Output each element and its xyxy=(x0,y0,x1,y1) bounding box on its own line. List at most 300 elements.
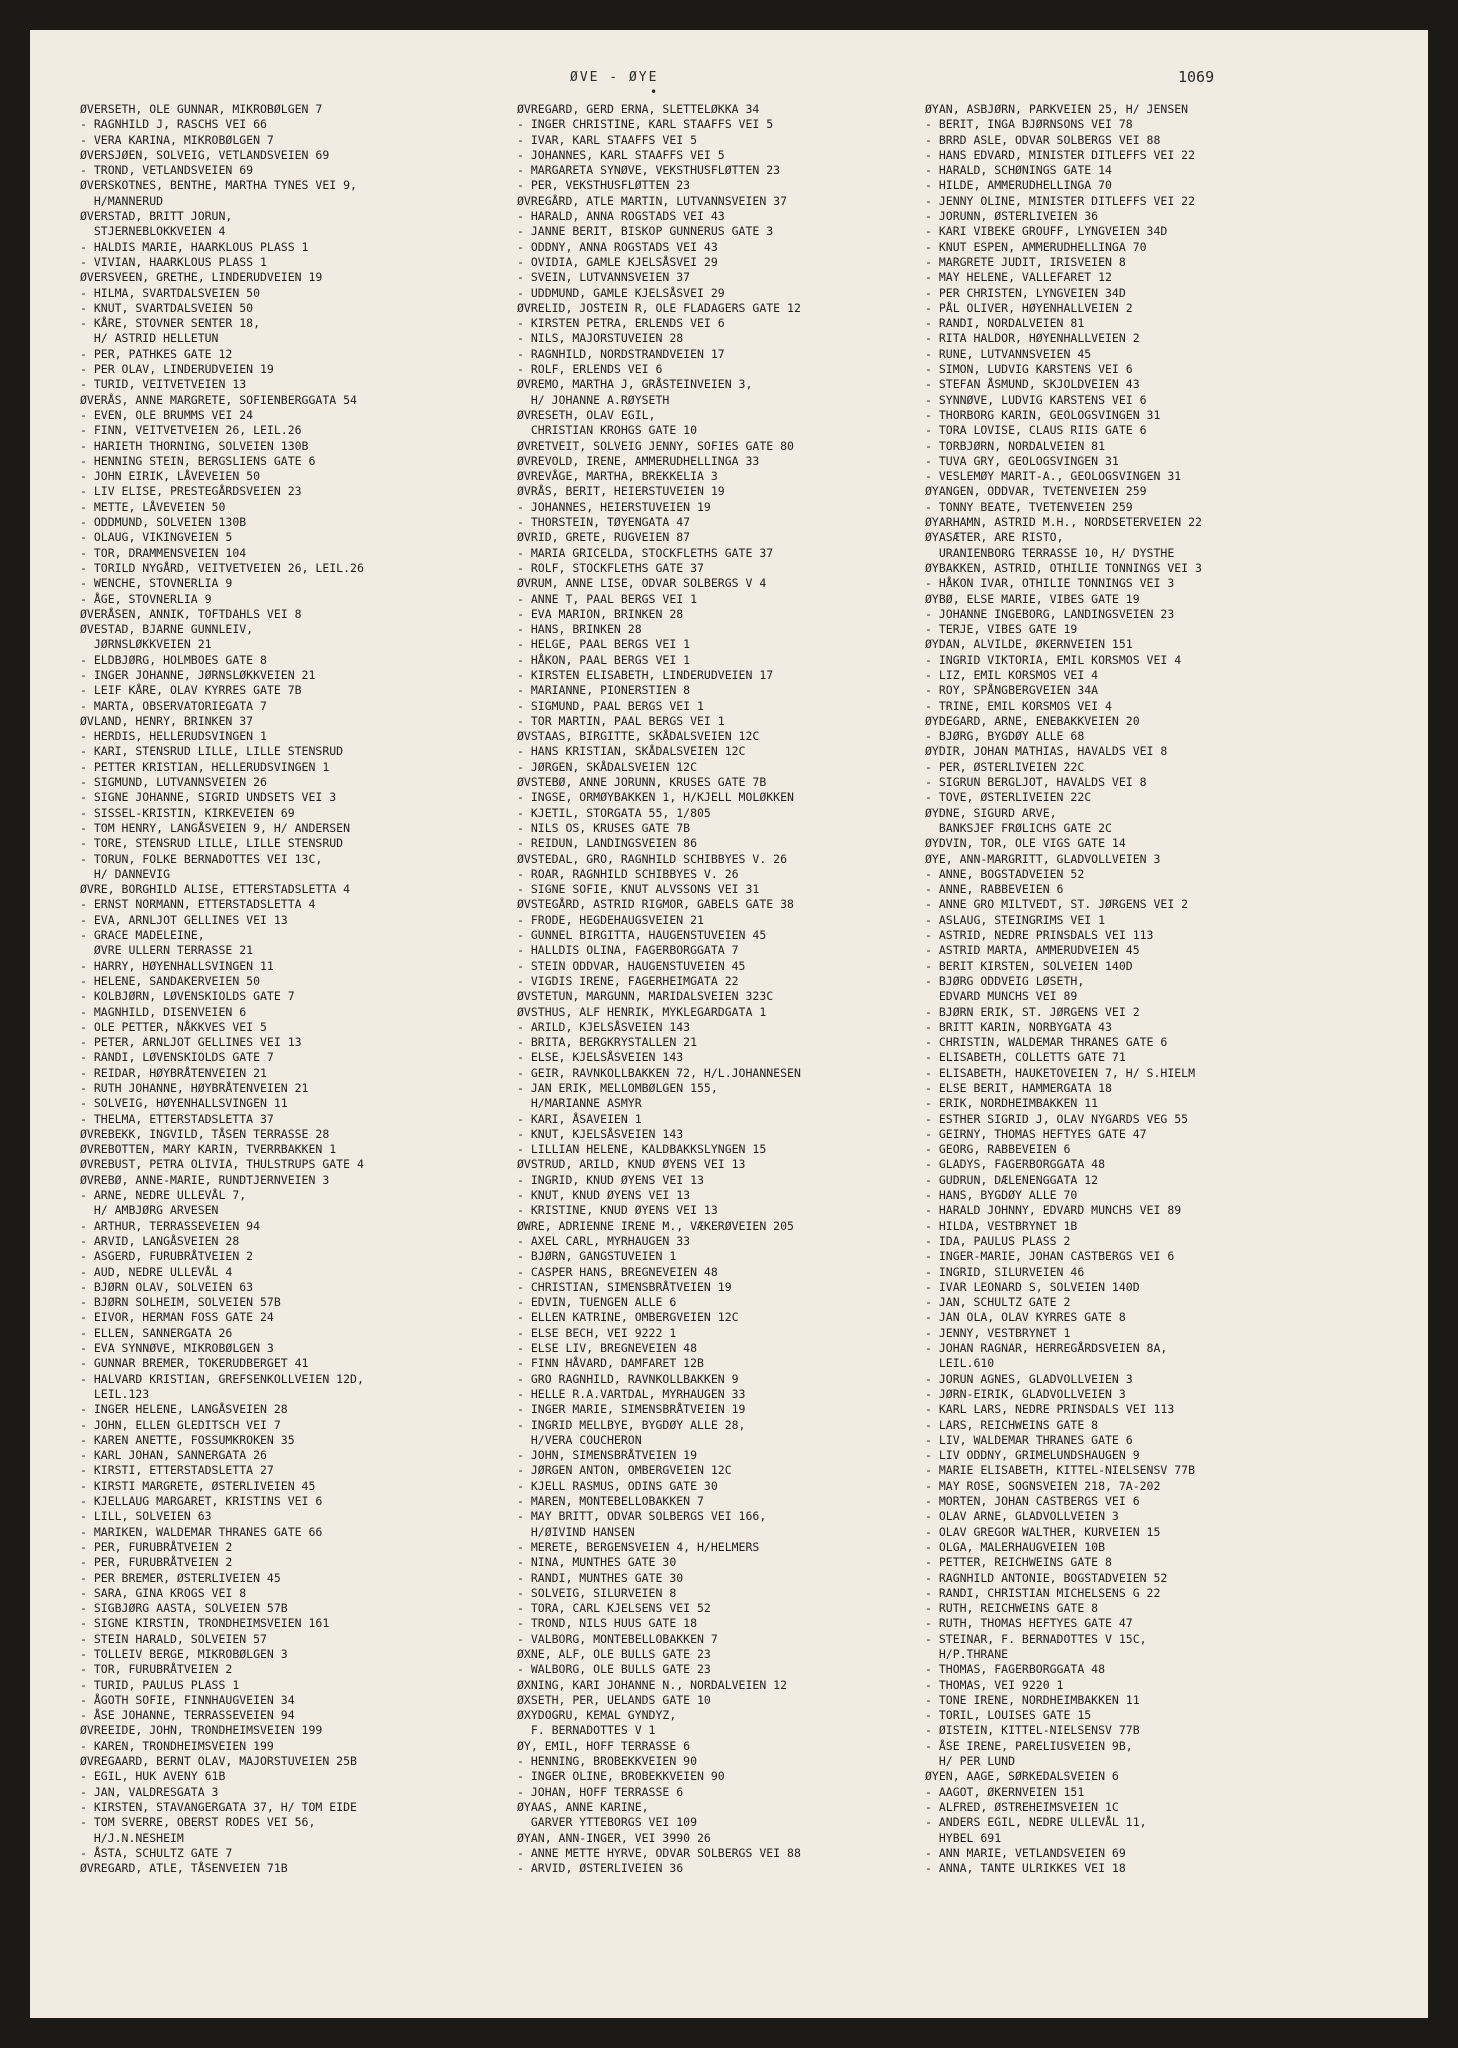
listing-entry: - KARI VIBEKE GROUFF, LYNGVEIEN 34D xyxy=(925,224,1168,239)
listing-entry: - TOR, FURUBRÅTVEIEN 2 xyxy=(80,1662,233,1677)
listing-entry: URANIENBORG TERRASSE 10, H/ DYSTHE xyxy=(925,545,1175,560)
listing-entry: ØYEN, AAGE, SØRKEDALSVEIEN 6 xyxy=(925,1769,1119,1784)
listing-entry: - TORE, STENSRUD LILLE, LILLE STENSRUD xyxy=(80,836,344,851)
listing-entry: - CHRISTIAN, SIMENSBRÅTVEIEN 19 xyxy=(517,1279,732,1294)
listing-entry: - RANDI, LØVENSKIOLDS GATE 7 xyxy=(80,1050,274,1065)
listing-entry: - ARTHUR, TERRASSEVEIEN 94 xyxy=(80,1218,261,1233)
listing-entry: - LIV ODDNY, GRIMELUNDSHAUGEN 9 xyxy=(925,1448,1140,1463)
listing-entry: - KJELL RASMUS, ODINS GATE 30 xyxy=(517,1478,718,1493)
listing-entry: ØVREBUST, PETRA OLIVIA, THULSTRUPS GATE 4 xyxy=(80,1157,364,1172)
listing-entry: - TROND, NILS HUUS GATE 18 xyxy=(517,1616,698,1631)
listing-entry: - EGIL, HUK AVENY 61B xyxy=(80,1769,226,1784)
listing-entry: - ELLEN KATRINE, OMBERGVEIEN 12C xyxy=(517,1310,739,1325)
listing-entry: - TURID, VEITVETVEIEN 13 xyxy=(80,377,247,392)
listing-entry: STJERNEBLOKKVEIEN 4 xyxy=(80,224,226,239)
listing-entry: - PÅL OLIVER, HØYENHALLVEIEN 2 xyxy=(925,300,1133,315)
listing-entry: - BERIT KIRSTEN, SOLVEIEN 140D xyxy=(925,958,1133,973)
listing-entry: - TUVA GRY, GEOLOGSVINGEN 31 xyxy=(925,453,1119,468)
listing-entry: - THORBORG KARIN, GEOLOGSVINGEN 31 xyxy=(925,407,1161,422)
listing-entry: - INGER MARIE, SIMENSBRÅTVEIEN 19 xyxy=(517,1402,746,1417)
listing-entry: ØVERÅSEN, ANNIK, TOFTDAHLS VEI 8 xyxy=(80,606,302,621)
listing-entry: - VERA KARINA, MIKROBØLGEN 7 xyxy=(80,132,274,147)
listing-entry: - JOHN, SIMENSBRÅTVEIEN 19 xyxy=(517,1448,698,1463)
listing-entry: - ROLF, STOCKFLETHS GATE 37 xyxy=(517,560,704,575)
listing-entry: - ERNST NORMANN, ETTERSTADSLETTA 4 xyxy=(80,897,316,912)
listing-entry: - ARVID, LANGÅSVEIEN 28 xyxy=(80,1233,240,1248)
listing-entry: - KARI, STENSRUD LILLE, LILLE STENSRUD xyxy=(80,744,344,759)
listing-entry: - EVA, ARNLJOT GELLINES VEI 13 xyxy=(80,912,288,927)
listing-entry: - TERJE, VIBES GATE 19 xyxy=(925,622,1078,637)
listing-entry: - INGRID, KNUD ØYENS VEI 13 xyxy=(517,1172,704,1187)
listing-entry: H/ PER LUND xyxy=(925,1754,1016,1769)
listing-entry: - KNUT, SVARTDALSVEIEN 50 xyxy=(80,300,254,315)
listing-entry: - MARIE ELISABETH, KITTEL-NIELSENSV 77B xyxy=(925,1463,1196,1478)
listing-entry: - GRACE MADELEINE, xyxy=(80,928,205,943)
listing-entry: - BJØRN ERIK, ST. JØRGENS VEI 2 xyxy=(925,1004,1140,1019)
listing-entry: - SIGNE KIRSTIN, TRONDHEIMSVEIEN 161 xyxy=(80,1616,330,1631)
listing-entry: - PER, PATHKES GATE 12 xyxy=(80,346,233,361)
listing-entry: - RANDI, CHRISTIAN MICHELSENS G 22 xyxy=(925,1585,1161,1600)
listing-entry: - HENNING, BROBEKKVEIEN 90 xyxy=(517,1754,698,1769)
listing-entry: ØVERSTAD, BRITT JORUN, xyxy=(80,209,233,224)
listing-entry: ØVREVÅGE, MARTHA, BREKKELIA 3 xyxy=(517,469,718,484)
listing-entry: ØVREVOLD, IRENE, AMMERUDHELLINGA 33 xyxy=(517,453,760,468)
listing-entry: - ERIK, NORDHEIMBAKKEN 11 xyxy=(925,1096,1099,1111)
listing-entry: - MORTEN, JOHAN CASTBERGS VEI 6 xyxy=(925,1494,1140,1509)
listing-entry: - OLE PETTER, NÅKKVES VEI 5 xyxy=(80,1019,267,1034)
listing-entry: - SVEIN, LUTVANNSVEIEN 37 xyxy=(517,270,691,285)
listing-entry: - MARTA, OBSERVATORIEGATA 7 xyxy=(80,698,267,713)
listing-entry: - WENCHE, STOVNERLIA 9 xyxy=(80,576,233,591)
listing-entry: ØVSTETUN, MARGUNN, MARIDALSVEIEN 323C xyxy=(517,989,774,1004)
listing-entry: - PER, ØSTERLIVEIEN 22C xyxy=(925,759,1085,774)
listing-column-3 xyxy=(925,102,1325,1876)
listing-entry: - PER, FURUBRÅTVEIEN 2 xyxy=(80,1539,233,1554)
listing-entry: - ELSE BERIT, HAMMERGATA 18 xyxy=(925,1081,1112,1095)
listing-entry: - KRISTINE, KNUD ØYENS VEI 13 xyxy=(517,1203,718,1218)
listing-entry: ØVSTEBØ, ANNE JORUNN, KRUSES GATE 7B xyxy=(517,775,767,790)
listing-entry: - STEFAN ÅSMUND, SKJOLDVEIEN 43 xyxy=(925,377,1140,392)
listing-entry: - JENNY OLINE, MINISTER DITLEFFS VEI 22 xyxy=(925,193,1196,208)
listing-entry: - ASTRID, NEDRE PRINSDALS VEI 113 xyxy=(925,928,1154,943)
listing-entry: - FINN, VEITVETVEIEN 26, LEIL.26 xyxy=(80,423,302,438)
listing-entry: - HARRY, HØYENHALLSVINGEN 11 xyxy=(80,958,274,973)
listing-entry: - ASGERD, FURUBRÅTVEIEN 2 xyxy=(80,1249,254,1264)
listing-entry: - ELISABETH, HAUKETOVEIEN 7, H/ S.HIELM xyxy=(925,1065,1196,1080)
listing-entry: - ANNE METTE HYRVE, ODVAR SOLBERGS VEI 88 xyxy=(517,1845,801,1860)
listing-entry: - HANS EDVARD, MINISTER DITLEFFS VEI 22 xyxy=(925,147,1196,162)
listing-entry: - OLAV GREGOR WALTHER, KURVEIEN 15 xyxy=(925,1524,1161,1539)
listing-entry: ØVSTRUD, ARILD, KNUD ØYENS VEI 13 xyxy=(517,1157,746,1172)
listing-entry: - HELGE, PAAL BERGS VEI 1 xyxy=(517,637,691,652)
listing-entry: - CHRISTIN, WALDEMAR THRANES GATE 6 xyxy=(925,1035,1168,1050)
listing-entry: - THOMAS, VEI 9220 1 xyxy=(925,1677,1064,1692)
listing-entry: - TORUN, FOLKE BERNADOTTES VEI 13C, xyxy=(80,851,323,866)
listing-entry: - RAGNHILD ANTONIE, BOGSTADVEIEN 52 xyxy=(925,1570,1168,1585)
listing-entry: H/P.THRANE xyxy=(925,1646,1009,1661)
listing-entry: - WALBORG, OLE BULLS GATE 23 xyxy=(517,1662,711,1677)
listing-entry: - HARIETH THORNING, SOLVEIEN 130B xyxy=(80,438,309,453)
listing-entry: - HILDA, VESTBRYNET 1B xyxy=(925,1218,1078,1233)
listing-entry: - INGER CHRISTINE, KARL STAAFFS VEI 5 xyxy=(517,117,774,132)
listing-entry: - PER OLAV, LINDERUDVEIEN 19 xyxy=(80,362,274,377)
listing-entry: - STEIN HARALD, SOLVEIEN 57 xyxy=(80,1631,267,1646)
listing-entry: ØVREGARD, ATLE, TÅSENVEIEN 71B xyxy=(80,1861,288,1876)
listing-entry: H/J.N.NESHEIM xyxy=(80,1830,184,1845)
listing-entry: - NILS OS, KRUSES GATE 7B xyxy=(517,820,691,835)
listing-entry: - TOM SVERRE, OBERST RODES VEI 56, xyxy=(80,1815,316,1830)
listing-entry: CHRISTIAN KROHGS GATE 10 xyxy=(517,423,698,438)
listing-entry: - OVIDIA, GAMLE KJELSÅSVEI 29 xyxy=(517,254,718,269)
listing-entry: - HELLE R.A.VARTDAL, MYRHAUGEN 33 xyxy=(517,1386,746,1401)
listing-entry: - METTE, LÅVEVEIEN 50 xyxy=(80,499,226,514)
listing-entry: ØYAN, ASBJØRN, PARKVEIEN 25, H/ JENSEN xyxy=(925,102,1189,116)
listing-entry: - ELLEN, SANNERGATA 26 xyxy=(80,1325,233,1340)
listing-entry: ØYDEGARD, ARNE, ENEBAKKVEIEN 20 xyxy=(925,713,1140,728)
listing-entry: - BRITT KARIN, NORBYGATA 43 xyxy=(925,1019,1112,1034)
listing-entry: ØYBAKKEN, ASTRID, OTHILIE TONNINGS VEI 3 xyxy=(925,560,1202,575)
listing-entry: - STEINAR, F. BERNADOTTES V 15C, xyxy=(925,1631,1147,1646)
listing-entry: - JOHN EIRIK, LÅVEVEIEN 50 xyxy=(80,469,261,484)
listing-entry: - TROND, VETLANDSVEIEN 69 xyxy=(80,163,254,178)
listing-entry: - LARS, REICHWEINS GATE 8 xyxy=(925,1417,1099,1432)
listing-entry: - KÅRE, STOVNER SENTER 18, xyxy=(80,316,261,331)
listing-entry: - HERDIS, HELLERUDSVINGEN 1 xyxy=(80,729,267,744)
listing-entry: - SOLVEIG, SILURVEIEN 8 xyxy=(517,1585,677,1600)
listing-entry: H/MARIANNE ASMYR xyxy=(517,1096,642,1111)
listing-entry: - GEIR, RAVNKOLLBAKKEN 72, H/L.JOHANNESEN xyxy=(517,1065,801,1080)
listing-entry: - KNUT, KJELSÅSVEIEN 143 xyxy=(517,1126,684,1141)
listing-entry: - EVEN, OLE BRUMMS VEI 24 xyxy=(80,407,254,422)
listing-entry: - IVAR, KARL STAAFFS VEI 5 xyxy=(517,132,698,147)
listing-entry: - JOHAN RAGNAR, HERREGÅRDSVEIEN 8A, xyxy=(925,1341,1168,1356)
listing-entry: ØVREBØ, ANNE-MARIE, RUNDTJERNVEIEN 3 xyxy=(80,1172,330,1187)
listing-entry: - TURID, PAULUS PLASS 1 xyxy=(80,1677,240,1692)
listing-entry: - OLAUG, VIKINGVEIEN 5 xyxy=(80,530,233,545)
listing-entry: - NILS, MAJORSTUVEIEN 28 xyxy=(517,331,684,346)
listing-entry: - AAGOT, ØKERNVEIEN 151 xyxy=(925,1784,1085,1799)
directory-page xyxy=(30,30,1428,2018)
listing-entry: - ARNE, NEDRE ULLEVÅL 7, xyxy=(80,1188,247,1203)
listing-entry: H/ AMBJØRG ARVESEN xyxy=(80,1203,219,1218)
listing-entry: - KARL LARS, NEDRE PRINSDALS VEI 113 xyxy=(925,1402,1175,1417)
listing-entry: ØVRETVEIT, SOLVEIG JENNY, SOFIES GATE 80 xyxy=(517,438,794,453)
listing-entry: - AXEL CARL, MYRHAUGEN 33 xyxy=(517,1233,691,1248)
listing-entry: - TONE IRENE, NORDHEIMBAKKEN 11 xyxy=(925,1692,1140,1707)
listing-entry: - TRINE, EMIL KORSMOS VEI 4 xyxy=(925,698,1112,713)
listing-entry: H/ DANNEVIG xyxy=(80,866,171,881)
listing-entry: ØVLAND, HENRY, BRINKEN 37 xyxy=(80,713,254,728)
listing-entry: H/VERA COUCHERON xyxy=(517,1432,642,1447)
listing-entry: - SIMON, LUDVIG KARSTENS VEI 6 xyxy=(925,362,1133,377)
listing-entry: - BJØRN, GANGSTUVEIEN 1 xyxy=(517,1249,677,1264)
listing-entry: ØVREEIDE, JOHN, TRONDHEIMSVEIEN 199 xyxy=(80,1723,323,1738)
listing-entry: - CASPER HANS, BREGNEVEIEN 48 xyxy=(517,1264,718,1279)
listing-entry: - ROAR, RAGNHILD SCHIBBYES V. 26 xyxy=(517,866,739,881)
listing-column-2 xyxy=(517,102,927,1876)
listing-entry: - KARI, ÅSAVEIEN 1 xyxy=(517,1111,642,1126)
listing-entry: - ÅGOTH SOFIE, FINNHAUGVEIEN 34 xyxy=(80,1692,295,1707)
listing-entry: - SOLVEIG, HØYENHALLSVINGEN 11 xyxy=(80,1096,288,1111)
listing-entry: - MAGNHILD, DISENVEIEN 6 xyxy=(80,1004,247,1019)
listing-entry: - HARALD JOHNNY, EDVARD MUNCHS VEI 89 xyxy=(925,1203,1182,1218)
listing-entry: - JORUN AGNES, GLADVOLLVEIEN 3 xyxy=(925,1371,1133,1386)
listing-entry: - ASTRID MARTA, AMMERUDVEIEN 45 xyxy=(925,943,1140,958)
listing-entry: - ELSE BECH, VEI 9222 1 xyxy=(517,1325,677,1340)
listing-entry: - ODDNY, ANNA ROGSTADS VEI 43 xyxy=(517,239,718,254)
listing-entry: - JOHN, ELLEN GLEDITSCH VEI 7 xyxy=(80,1417,281,1432)
listing-entry: - GLADYS, FAGERBORGGATA 48 xyxy=(925,1157,1106,1172)
listing-entry: - REIDUN, LANDINGSVEIEN 86 xyxy=(517,836,698,851)
listing-entry: - RUNE, LUTVANNSVEIEN 45 xyxy=(925,346,1092,361)
listing-entry: - THORSTEIN, TØYENGATA 47 xyxy=(517,515,691,530)
listing-entry: ØVRE ULLERN TERRASSE 21 xyxy=(80,943,254,958)
listing-entry: - HANS, BRINKEN 28 xyxy=(517,622,642,637)
listing-entry: ØVERSKOTNES, BENTHE, MARTHA TYNES VEI 9, xyxy=(80,178,357,193)
listing-entry: - OLAV ARNE, GLADVOLLVEIEN 3 xyxy=(925,1509,1119,1524)
listing-entry: ØY, EMIL, HOFF TERRASSE 6 xyxy=(517,1738,691,1753)
listing-entry: - MERETE, BERGENSVEIEN 4, H/HELMERS xyxy=(517,1539,760,1554)
listing-entry: - MARGRETE JUDIT, IRISVEIEN 8 xyxy=(925,254,1126,269)
listing-entry: - HARALD, ANNA ROGSTADS VEI 43 xyxy=(517,209,725,224)
listing-entry: - HELENE, SANDAKERVEIEN 50 xyxy=(80,973,261,988)
listing-entry: - ANNE T, PAAL BERGS VEI 1 xyxy=(517,591,698,606)
page-number: 1069 xyxy=(1178,68,1215,86)
listing-entry: - MARIKEN, WALDEMAR THRANES GATE 66 xyxy=(80,1524,323,1539)
running-head: ØVE - ØYE xyxy=(570,70,659,85)
listing-entry: - INGER-MARIE, JOHAN CASTBERGS VEI 6 xyxy=(925,1249,1175,1264)
listing-entry: - EDVIN, TUENGEN ALLE 6 xyxy=(517,1295,677,1310)
listing-entry: ØVREGÅRD, ATLE MARTIN, LUTVANNSVEIEN 37 xyxy=(517,193,788,208)
listing-entry: ØVSTEGÅRD, ASTRID RIGMOR, GABELS GATE 38 xyxy=(517,897,794,912)
listing-entry: - SISSEL-KRISTIN, KIRKEVEIEN 69 xyxy=(80,805,295,820)
listing-entry: - TOR MARTIN, PAAL BERGS VEI 1 xyxy=(517,713,725,728)
listing-entry: - JAN OLA, OLAV KYRRES GATE 8 xyxy=(925,1310,1126,1325)
listing-entry: - PER BREMER, ØSTERLIVEIEN 45 xyxy=(80,1570,281,1585)
listing-entry: - ANN MARIE, VETLANDSVEIEN 69 xyxy=(925,1845,1126,1860)
listing-entry: - KARL JOHAN, SANNERGATA 26 xyxy=(80,1448,267,1463)
listing-entry: - ÅSE IRENE, PARELIUSVEIEN 9B, xyxy=(925,1738,1133,1753)
listing-entry: ØXYDOGRU, KEMAL GYNDYZ, xyxy=(517,1708,677,1723)
listing-entry: - HÅKON IVAR, OTHILIE TONNINGS VEI 3 xyxy=(925,576,1175,591)
listing-entry: - ANNA, TANTE ULRIKKES VEI 18 xyxy=(925,1861,1126,1876)
listing-entry: - GUNNAR BREMER, TOKERUDBERGET 41 xyxy=(80,1356,309,1371)
listing-entry: - EVA SYNNØVE, MIKROBØLGEN 3 xyxy=(80,1341,274,1356)
listing-entry: ØXNING, KARI JOHANNE N., NORDALVEIEN 12 xyxy=(517,1677,788,1692)
listing-entry: - INGER OLINE, BROBEKKVEIEN 90 xyxy=(517,1769,725,1784)
listing-entry: - HANS, BYGDØY ALLE 70 xyxy=(925,1188,1078,1203)
listing-entry: - ASLAUG, STEINGRIMS VEI 1 xyxy=(925,912,1106,927)
listing-entry: - TOLLEIV BERGE, MIKROBØLGEN 3 xyxy=(80,1646,288,1661)
listing-entry: - BJØRG, BYGDØY ALLE 68 xyxy=(925,729,1085,744)
listing-entry: - JAN, VALDRESGATA 3 xyxy=(80,1784,219,1799)
listing-entry: - HILDE, AMMERUDHELLINGA 70 xyxy=(925,178,1112,193)
listing-entry: - GEORG, RABBEVEIEN 6 xyxy=(925,1142,1071,1157)
header-mark: • xyxy=(650,85,658,99)
listing-entry: H/MANNERUD xyxy=(80,193,164,208)
listing-entry: ØYDNE, SIGURD ARVE, xyxy=(925,805,1057,820)
listing-entry: - MAY HELENE, VALLEFARET 12 xyxy=(925,270,1112,285)
listing-entry: ØYANGEN, ODDVAR, TVETENVEIEN 259 xyxy=(925,484,1147,499)
listing-entry: - KNUT ESPEN, AMMERUDHELLINGA 70 xyxy=(925,239,1147,254)
listing-column-1 xyxy=(80,102,490,1876)
listing-entry: ØYDVIN, TOR, OLE VIGS GATE 14 xyxy=(925,836,1126,851)
listing-entry: - PETTER, REICHWEINS GATE 8 xyxy=(925,1555,1112,1570)
listing-entry: - NINA, MUNTHES GATE 30 xyxy=(517,1555,677,1570)
listing-entry: - LIV ELISE, PRESTEGÅRDSVEIEN 23 xyxy=(80,484,302,499)
listing-entry: - ØISTEIN, KITTEL-NIELSENSV 77B xyxy=(925,1723,1140,1738)
listing-entry: - BRRD ASLE, ODVAR SOLBERGS VEI 88 xyxy=(925,132,1161,147)
listing-entry: - PETER, ARNLJOT GELLINES VEI 13 xyxy=(80,1035,302,1050)
listing-entry: - OLGA, MALERHAUGVEIEN 10B xyxy=(925,1539,1106,1554)
listing-entry: - KIRSTI MARGRETE, ØSTERLIVEIEN 45 xyxy=(80,1478,316,1493)
listing-entry: ØVERSVEEN, GRETHE, LINDERUDVEIEN 19 xyxy=(80,270,323,285)
listing-entry: - JAN, SCHULTZ GATE 2 xyxy=(925,1295,1071,1310)
listing-entry: - INGRID, SILURVEIEN 46 xyxy=(925,1264,1085,1279)
listing-entry: - ELDBJØRG, HOLMBOES GATE 8 xyxy=(80,652,267,667)
listing-entry: - ROLF, ERLENDS VEI 6 xyxy=(517,362,663,377)
listing-entry: - ANNE, BOGSTADVEIEN 52 xyxy=(925,866,1085,881)
listing-entry: - INGER JOHANNE, JØRNSLØKKVEIEN 21 xyxy=(80,667,316,682)
listing-entry: - THELMA, ETTERSTADSLETTA 37 xyxy=(80,1111,274,1126)
listing-entry: - RAGNHILD, NORDSTRANDVEIEN 17 xyxy=(517,346,725,361)
listing-entry: - ELSE LIV, BREGNEVEIEN 48 xyxy=(517,1341,698,1356)
listing-entry: - JAN ERIK, MELLOMBØLGEN 155, xyxy=(517,1081,718,1095)
listing-entry: - MAY ROSE, SOGNSVEIEN 218, 7A-202 xyxy=(925,1478,1161,1493)
listing-entry: - GRO RAGNHILD, RAVNKOLLBAKKEN 9 xyxy=(517,1371,739,1386)
listing-entry: ØVREGAARD, BERNT OLAV, MAJORSTUVEIEN 25B xyxy=(80,1754,357,1769)
listing-entry: - UDDMUND, GAMLE KJELSÅSVEI 29 xyxy=(517,285,725,300)
listing-entry: ØVERSJØEN, SOLVEIG, VETLANDSVEIEN 69 xyxy=(80,147,330,162)
listing-entry: BANKSJEF FRØLICHS GATE 2C xyxy=(925,820,1112,835)
listing-entry: ØVRELID, JOSTEIN R, OLE FLADAGERS GATE 12 xyxy=(517,300,801,315)
listing-entry: - ÅGE, STOVNERLIA 9 xyxy=(80,591,212,606)
listing-entry: - LILL, SOLVEIEN 63 xyxy=(80,1509,212,1524)
listing-entry: ØYE, ANN-MARGRITT, GLADVOLLVEIEN 3 xyxy=(925,851,1161,866)
listing-entry: - JORUNN, ØSTERLIVEIEN 36 xyxy=(925,209,1099,224)
listing-entry: - IDA, PAULUS PLASS 2 xyxy=(925,1233,1071,1248)
listing-entry: - KNUT, KNUD ØYENS VEI 13 xyxy=(517,1188,691,1203)
listing-entry: ØXNE, ALF, OLE BULLS GATE 23 xyxy=(517,1646,711,1661)
listing-entry: - MAREN, MONTEBELLOBAKKEN 7 xyxy=(517,1494,704,1509)
listing-entry: - HENNING STEIN, BERGSLIENS GATE 6 xyxy=(80,453,316,468)
listing-entry: - KIRSTEN PETRA, ERLENDS VEI 6 xyxy=(517,316,725,331)
listing-entry: - ARILD, KJELSÅSVEIEN 143 xyxy=(517,1019,691,1034)
listing-entry: - MAY BRITT, ODVAR SOLBERGS VEI 166, xyxy=(517,1509,767,1524)
listing-entry: ØYDAN, ALVILDE, ØKERNVEIEN 151 xyxy=(925,637,1133,652)
listing-entry: - HILMA, SVARTDALSVEIEN 50 xyxy=(80,285,261,300)
listing-entry: - AUD, NEDRE ULLEVÅL 4 xyxy=(80,1264,233,1279)
listing-entry: - JØRGEN, SKÅDALSVEIEN 12C xyxy=(517,759,698,774)
listing-entry: - JØRGEN ANTON, OMBERGVEIEN 12C xyxy=(517,1463,732,1478)
listing-entry: - GUNNEL BIRGITTA, HAUGENSTUVEIEN 45 xyxy=(517,928,767,943)
listing-entry: - RAGNHILD J, RASCHS VEI 66 xyxy=(80,117,267,132)
listing-entry: ØVRESETH, OLAV EGIL, xyxy=(517,407,656,422)
listing-entry: - TOM HENRY, LANGÅSVEIEN 9, H/ ANDERSEN xyxy=(80,820,351,835)
listing-entry: - EIVOR, HERMAN FOSS GATE 24 xyxy=(80,1310,274,1325)
listing-entry: - JENNY, VESTBRYNET 1 xyxy=(925,1325,1071,1340)
listing-entry: - VIVIAN, HAARKLOUS PLASS 1 xyxy=(80,254,267,269)
listing-entry: - HARALD, SCHØNINGS GATE 14 xyxy=(925,163,1112,178)
listing-entry: - SIGNE SOFIE, KNUT ALVSSONS VEI 31 xyxy=(517,882,760,897)
listing-entry: - BJØRN SOLHEIM, SOLVEIEN 57B xyxy=(80,1295,281,1310)
listing-entry: - GUDRUN, DÆLENENGGATA 12 xyxy=(925,1172,1099,1187)
listing-entry: F. BERNADOTTES V 1 xyxy=(517,1723,656,1738)
listing-entry: ØVESTAD, BJARNE GUNNLEIV, xyxy=(80,622,254,637)
listing-entry: - HANS KRISTIAN, SKÅDALSVEIEN 12C xyxy=(517,744,746,759)
listing-entry: - INGRID MELLBYE, BYGDØY ALLE 28, xyxy=(517,1417,746,1432)
listing-entry: ØVREBEKK, INGVILD, TÅSEN TERRASSE 28 xyxy=(80,1126,330,1141)
listing-entry: - MARIANNE, PIONERSTIEN 8 xyxy=(517,683,691,698)
listing-entry: - KIRSTI, ETTERSTADSLETTA 27 xyxy=(80,1463,274,1478)
listing-entry: ØYAAS, ANNE KARINE, xyxy=(517,1799,649,1814)
listing-entry: - JØRN-EIRIK, GLADVOLLVEIEN 3 xyxy=(925,1386,1126,1401)
listing-entry: - TORILD NYGÅRD, VEITVETVEIEN 26, LEIL.26 xyxy=(80,560,364,575)
listing-entry: - ANDERS EGIL, NEDRE ULLEVÅL 11, xyxy=(925,1815,1147,1830)
listing-entry: - SARA, GINA KROGS VEI 8 xyxy=(80,1585,247,1600)
listing-entry: - ALFRED, ØSTREHEIMSVEIEN 1C xyxy=(925,1799,1119,1814)
listing-entry: - VIGDIS IRENE, FAGERHEIMGATA 22 xyxy=(517,973,739,988)
listing-entry: - FINN HÅVARD, DAMFARET 12B xyxy=(517,1356,704,1371)
listing-entry: - ESTHER SIGRID J, OLAV NYGARDS VEG 55 xyxy=(925,1111,1189,1126)
listing-entry: ØVREMO, MARTHA J, GRÅSTEINVEIEN 3, xyxy=(517,377,753,392)
listing-entry: - ÅSE JOHANNE, TERRASSEVEIEN 94 xyxy=(80,1708,295,1723)
listing-entry: - INGER HELENE, LANGÅSVEIEN 28 xyxy=(80,1402,288,1417)
listing-entry: ØVREBOTTEN, MARY KARIN, TVERRBAKKEN 1 xyxy=(80,1142,337,1157)
listing-entry: - SIGBJØRG AASTA, SOLVEIEN 57B xyxy=(80,1601,288,1616)
listing-entry: - PER, FURUBRÅTVEIEN 2 xyxy=(80,1555,233,1570)
listing-entry: - RANDI, NORDALVEIEN 81 xyxy=(925,316,1085,331)
listing-entry: EDVARD MUNCHS VEI 89 xyxy=(925,989,1078,1004)
listing-entry: - ELSE, KJELSÅSVEIEN 143 xyxy=(517,1050,684,1065)
listing-entry: H/ JOHANNE A.RØYSETH xyxy=(517,392,670,407)
listing-entry: ØVERÅS, ANNE MARGRETE, SOFIENBERGGATA 54 xyxy=(80,392,357,407)
listing-entry: - GEIRNY, THOMAS HEFTYES GATE 47 xyxy=(925,1126,1147,1141)
listing-entry: ØVRE, BORGHILD ALISE, ETTERSTADSLETTA 4 xyxy=(80,882,351,897)
listing-entry: - RITA HALDOR, HØYENHALLVEIEN 2 xyxy=(925,331,1140,346)
listing-entry: - RUTH, REICHWEINS GATE 8 xyxy=(925,1601,1099,1616)
listing-entry: - TORA, CARL KJELSENS VEI 52 xyxy=(517,1601,711,1616)
listing-entry: - RUTH JOHANNE, HØYBRÅTENVEIEN 21 xyxy=(80,1081,309,1095)
listing-entry: - LIV, WALDEMAR THRANES GATE 6 xyxy=(925,1432,1133,1447)
listing-entry: - KJELLAUG MARGARET, KRISTINS VEI 6 xyxy=(80,1494,323,1509)
listing-entry: - ANNE GRO MILTVEDT, ST. JØRGENS VEI 2 xyxy=(925,897,1189,912)
listing-entry: - SIGMUND, LUTVANNSVEIEN 26 xyxy=(80,775,267,790)
listing-entry: - KJETIL, STORGATA 55, 1/805 xyxy=(517,805,711,820)
listing-entry: ØYASÆTER, ARE RISTO, xyxy=(925,530,1064,545)
listing-entry: ØVRÅS, BERIT, HEIERSTUVEIEN 19 xyxy=(517,484,725,499)
listing-entry: - REIDAR, HØYBRÅTENVEIEN 21 xyxy=(80,1065,267,1080)
listing-entry: - INGSE, ORMØYBAKKEN 1, H/KJELL MOLØKKEN xyxy=(517,790,794,805)
listing-entry: ØVRUM, ANNE LISE, ODVAR SOLBERGS V 4 xyxy=(517,576,767,591)
listing-entry: HYBEL 691 xyxy=(925,1830,1002,1845)
listing-entry: - FRODE, HEGDEHAUGSVEIEN 21 xyxy=(517,912,704,927)
listing-entry: - JOHANNE INGEBORG, LANDINGSVEIEN 23 xyxy=(925,606,1175,621)
listing-entry: - PER CHRISTEN, LYNGVEIEN 34D xyxy=(925,285,1126,300)
listing-entry: - TONNY BEATE, TVETENVEIEN 259 xyxy=(925,499,1133,514)
listing-entry: - ELISABETH, COLLETTS GATE 71 xyxy=(925,1050,1126,1065)
listing-entry: - PER, VEKSTHUSFLØTTEN 23 xyxy=(517,178,691,193)
listing-entry: - JOHANNES, HEIERSTUVEIEN 19 xyxy=(517,499,711,514)
listing-entry: ØVRID, GRETE, RUGVEIEN 87 xyxy=(517,530,691,545)
listing-entry: - HÅKON, PAAL BERGS VEI 1 xyxy=(517,652,691,667)
listing-entry: - ANNE, RABBEVEIEN 6 xyxy=(925,882,1064,897)
listing-entry: - LILLIAN HELENE, KALDBAKKSLYNGEN 15 xyxy=(517,1142,767,1157)
listing-entry: - BJØRG ODDVEIG LØSETH, xyxy=(925,973,1085,988)
listing-entry: - BRITA, BERGKRYSTALLEN 21 xyxy=(517,1035,698,1050)
listing-entry: - TORBJØRN, NORDALVEIEN 81 xyxy=(925,438,1106,453)
listing-entry: - KIRSTEN ELISABETH, LINDERUDVEIEN 17 xyxy=(517,667,774,682)
